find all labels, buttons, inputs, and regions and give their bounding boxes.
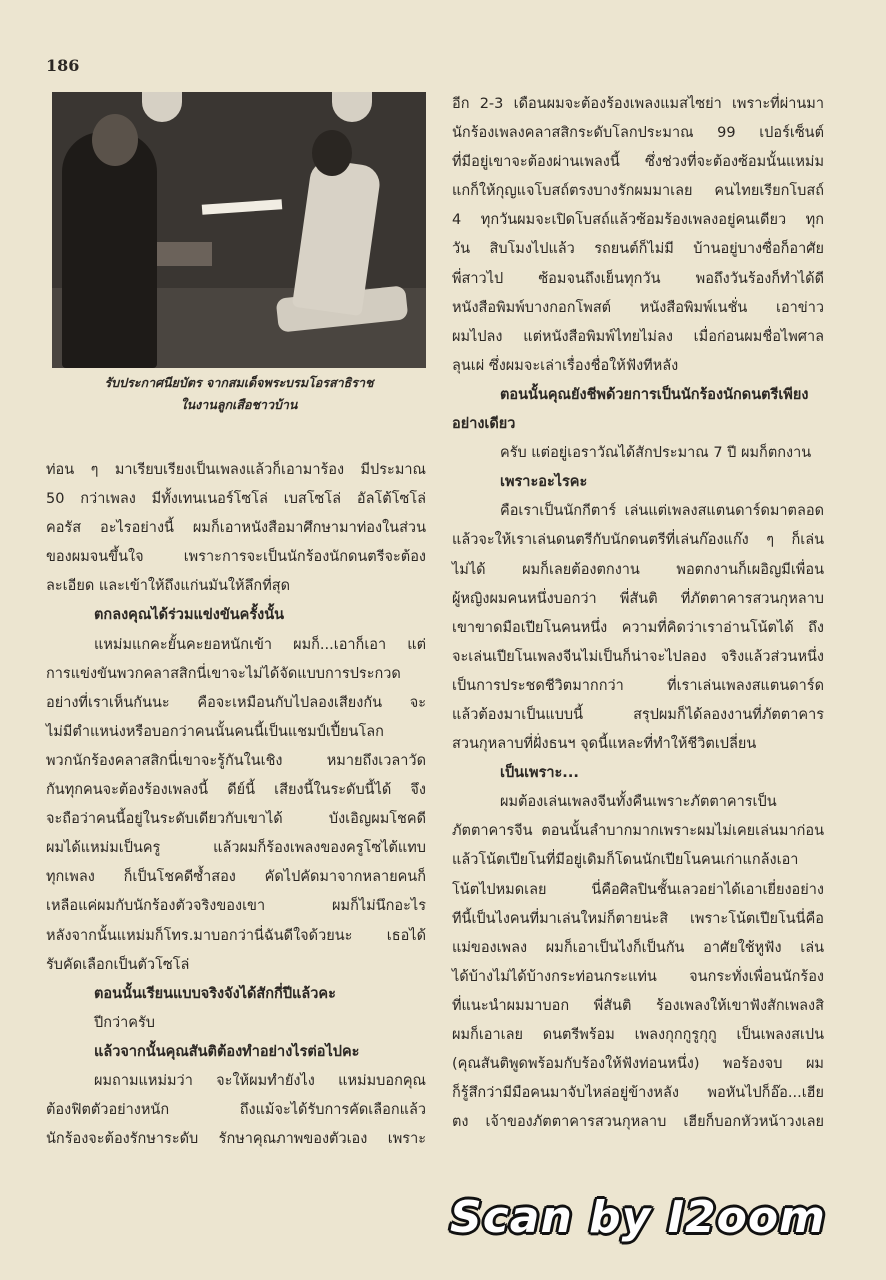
text-line: ผมต้องเล่นเพลงจีนทั้งคืนเพราะภัตตาคารเป็น xyxy=(500,794,777,811)
text-line: อีก 2-3 เดือนผมจะต้องร้องเพลงแมสไซย่า เพราะที่ผ่านมา xyxy=(452,96,824,112)
text-line: ได้บ้างไม่ได้บ้างกระท่อนกระแท่น จนกระทั่งเพื่อนนักร้อง xyxy=(452,968,824,985)
question-line: ตอนนั้นเรียนแบบจริงจังได้สักกี่ปีแล้วคะ xyxy=(94,985,336,1002)
text-line: แล้วจะให้เราเล่นดนตรีกับนักดนตรีที่เล่นก๊องแก๊ง ๆ ก็เล่น xyxy=(452,532,824,549)
photo-caption xyxy=(52,372,426,416)
text-line: คอรัส อะไรอย่างนี้ ผมก็เอาหนังสือมาศึกษามาท่องในส่วน xyxy=(46,520,426,537)
text-line: ไม่ได้ ผมก็เลยต้องตกงาน พอตกงานก็เผอิญมีเพื่อน xyxy=(452,561,824,578)
text-line: นักร้องเพลงคลาสสิกระดับโลกประมาณ 99 เปอร์เซ็นต์ xyxy=(452,125,824,142)
text-line: หลังจากนั้นแหม่มก็โทร.มาบอกว่านี่ฉันดีใจด้วยนะ เธอได้ xyxy=(46,927,426,944)
text-line: แล้วต้องมาเป็นแบบนี้ สรุปผมก็ได้ลองงานที่ภัตตาคาร xyxy=(452,706,824,723)
text-line: ตง เจ้าของภัตตาคารสวนกุหลาบ เฮียก็บอกหัวหน้าวงเลย xyxy=(452,1114,824,1131)
answer-line: ครับ แต่อยู่เอราวัณได้สักประมาณ 7 ปี ผมก็ตกงาน xyxy=(500,445,812,462)
text-line: ละเอียด และเข้าให้ถึงแก่นมันให้ลึกที่สุด xyxy=(46,578,291,595)
text-line: 4 ทุกวันผมจะเปิดโบสถ์แล้วซ้อมร้องเพลงอยู่คนเดียว ทุก xyxy=(452,212,824,229)
question-line: อย่างเดียว xyxy=(452,416,516,433)
scan-watermark: Scan by I2oom xyxy=(450,1192,826,1243)
text-line: พี่สาวไป ซ้อมจนถึงเย็นทุกวัน พอถึงวันร้องก็ทำได้ดี xyxy=(452,270,824,287)
text-line: ผมไปลง แต่หนังสือพิมพ์ไทยไม่ลง เมื่อก่อนผมชื่อไพศาล xyxy=(452,328,824,345)
photo-ceremony xyxy=(52,92,426,368)
question-line: ตอนนั้นคุณยังชีพด้วยการเป็นนักร้องนักดนตรีเพียง xyxy=(500,386,809,403)
text-line: ที่แนะนำผมมาบอก พี่สันติ ร้องเพลงให้เขาฟังสักเพลงสิ xyxy=(452,997,824,1014)
text-line: เหลือแค่ผมกับนักร้องตัวจริงของเขา ผมก็ไม่นึกอะไร xyxy=(46,898,426,915)
text-line: ก็รู้สึกว่ามีมือคนมาจับไหล่อยู่ข้างหลัง พอหันไปก็อ๊อ...เฮีย xyxy=(452,1085,824,1102)
text-line: คือเราเป็นนักกีตาร์ เล่นแต่เพลงสแตนดาร์ดมาตลอด xyxy=(500,503,824,520)
text-line: หนังสือพิมพ์บางกอกโพสต์ หนังสือพิมพ์เนชั่น เอาข่าว xyxy=(452,299,824,316)
lamp-shape xyxy=(332,92,372,122)
text-line: (คุณสันติพูดพร้อมกับร้องให้ฟังท่อนหนึ่ง) พอร้องจบ ผม xyxy=(452,1056,824,1073)
question-line: ตกลงคุณได้ร่วมแข่งขันครั้งนั้น xyxy=(94,607,285,624)
question-line: แล้วจากนั้นคุณสันติต้องทำอย่างไรต่อไปคะ xyxy=(94,1043,360,1060)
text-line: ไม่มีตำแหน่งหรือบอกว่าคนนั้นคนนี้เป็นแชมป์เปี้ยนโลก xyxy=(46,723,384,740)
text-line: กันทุกคนจะต้องร้องเพลงนี้ ดีย์นี้ เสียงนี้ในระดับนี้ได้ จึง xyxy=(46,782,426,799)
text-line: นักร้องจะต้องรักษาระดับ รักษาคุณภาพของตัวเอง เพราะ xyxy=(46,1131,426,1148)
right-column xyxy=(452,90,824,1137)
photo-figure-standing xyxy=(62,132,157,368)
left-column xyxy=(46,456,426,1154)
text-line: เขาขาดมือเปียโนคนหนึ่ง ความที่คิดว่าเราอ่านโน้ตได้ ถึง xyxy=(452,619,824,636)
text-line: ผู้หญิงผมคนหนึ่งบอกว่า พี่สันติ ที่ภัตตาคารสวนกุหลาบ xyxy=(452,590,824,607)
text-line: การแข่งขันพวกคลาสสิกนี่เขาจะไม่ได้จัดแบบการประกวด xyxy=(46,665,401,682)
text-line: ผมได้แหม่มเป็นครู แล้วผมก็ร้องเพลงของครูโซไต้แทบ xyxy=(46,840,426,857)
text-line: อย่างที่เราเห็นกันนะ คือจะเหมือนกับไปลองเสียงกัน จะ xyxy=(46,694,426,711)
text-line: ท่อน ๆ มาเรียบเรียงเป็นเพลงแล้วก็เอามาร้อง มีประมาณ xyxy=(46,462,426,478)
page-number: 186 xyxy=(46,56,80,75)
text-line: ทีนี้เป็นไงคนที่มาเล่นใหม่ก็ตายน่ะสิ เพราะโน้ตเปียโนนี่คือ xyxy=(452,910,824,927)
caption-line: รับประกาศนียบัตร จากสมเด็จพระบรมโอรสาธิราช xyxy=(104,375,374,390)
text-line: จะเล่นเปียโนเพลงจีนไม่เป็นก็น่าจะไปลอง จริงแล้วส่วนหนึ่ง xyxy=(452,648,824,665)
lamp-shape xyxy=(142,92,182,122)
text-line: จะถือว่าคนนี้อยู่ในระดับเดียวกับเขาได้ บังเอิญผมโชคดี xyxy=(46,811,426,828)
text-line: ผมก็เอาเลย ดนตรีพร้อม เพลงกุกกูรูกุกู เป็นเพลงสเปน xyxy=(452,1027,824,1043)
photo-figure-head xyxy=(92,114,138,166)
text-line: ลุนเผ่ ซึ่งผมจะเล่าเรื่องชื่อให้ฟังทีหลัง xyxy=(452,357,679,374)
text-line: เป็นการประชดชีวิตมากกว่า ที่เราเล่นเพลงสแตนดาร์ด xyxy=(452,677,824,694)
caption-line: ในงานลูกเสือชาวบ้าน xyxy=(180,397,298,412)
text-line: โน้ตไปหมดเลย นี่คือศิลปินชั้นเลวอย่าได้เอาเยี่ยงอย่าง xyxy=(452,881,824,898)
text-line: ผมถามแหม่มว่า จะให้ผมทำยังไง แหม่มบอกคุณ xyxy=(94,1072,426,1089)
text-line: พวกนักร้องคลาสสิกนี่เขาจะรู้กันในเชิง หมายถึงเวลาวัด xyxy=(46,752,426,769)
photo-certificate xyxy=(202,199,283,215)
text-line: ทุกเพลง ก็เป็นโชคดีซ้ำสอง คัดไปคัดมาจากหลายคนก็ xyxy=(46,869,426,886)
text-line: แกก็ให้กุญแจโบสถ์ตรงบางรักผมมาเลย คนไทยเรียกโบสถ์ xyxy=(452,183,824,200)
answer-line: ปีกว่าครับ xyxy=(94,1014,155,1031)
text-line: ภัตตาคารจีน ตอนนั้นลำบากมากเพราะผมไม่เคยเล่นมาก่อน xyxy=(452,823,824,840)
text-line: แล้วโน้ตเปียโนที่มีอยู่เดิมก็โดนนักเปียโนคนเก่าแกล้งเอา xyxy=(452,852,799,869)
question-line: เพราะอะไรคะ xyxy=(500,474,588,491)
text-line: ที่มีอยู่เขาจะต้องผ่านเพลงนี้ ซึ่งช่วงที่จะต้องซ้อมนั้นแหม่ม xyxy=(452,154,824,171)
text-line: 50 กว่าเพลง มีทั้งเทนเนอร์โซโล่ เบสโซโล่ อัลโต้โซโล่ xyxy=(46,491,426,508)
text-line: ของผมจนขึ้นใจ เพราะการจะเป็นนักร้องนักดนตรีจะต้อง xyxy=(46,549,426,566)
text-line: ต้องฟิตตัวอย่างหนัก ถึงแม้จะได้รับการคัดเลือกแล้ว xyxy=(46,1102,426,1119)
text-line: วัน สิบโมงไปแล้ว รถยนต์ก็ไม่มี บ้านอยู่บางซื่อก็อาศัย xyxy=(452,241,824,258)
text-line: แม่ของเพลง ผมก็เอาเป็นไงก็เป็นกัน อาศัยใช้หูฟัง เล่น xyxy=(452,939,824,956)
text-line: สวนกุหลาบที่ฝั่งธนฯ จุดนี้แหละที่ทำให้ชีวิตเปลี่ยน xyxy=(452,736,757,753)
text-line: รับคัดเลือกเป็นตัวโซโล่ xyxy=(46,956,190,973)
text-line: แหม่มแกคะยั้นคะยอหนักเข้า ผมก็...เอาก็เอา แต่ xyxy=(94,636,426,653)
question-line: เป็นเพราะ... xyxy=(500,765,579,782)
photo-figure-head xyxy=(312,130,352,176)
